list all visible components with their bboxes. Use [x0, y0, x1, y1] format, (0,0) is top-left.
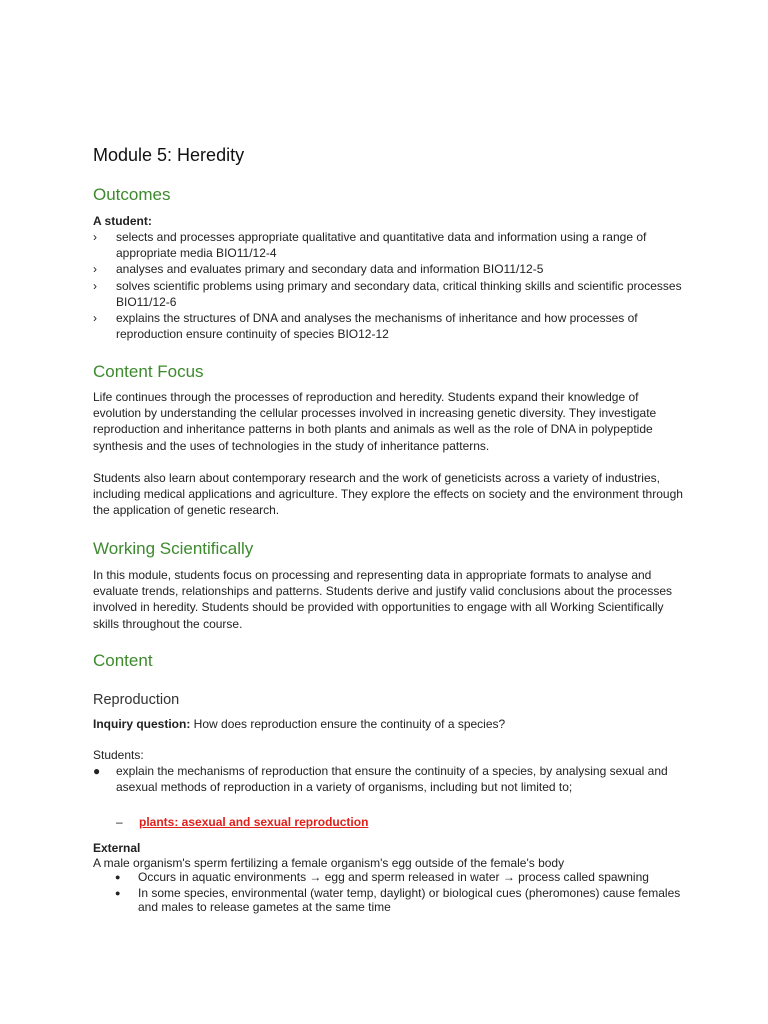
content-focus-paragraph: Life continues through the processes of reproduction and heredity. Students expand their knowledge of evolution by understanding the cellular processes involved in increasing genetic diversity. They investigate reproduction and inheritance patterns in both plants and animals as well as the role of DNA in polypeptide synthesis and the uses of technologies in the study of inheritance patterns.	[93, 390, 657, 453]
outcome-text: selects and processes appropriate qualitative and quantitative data and information using a range of appropriate media BIO11/12-4	[116, 230, 647, 261]
students-label: Students:	[93, 748, 144, 762]
outcomes-heading: Outcomes	[93, 185, 171, 204]
plants-reproduction-link[interactable]: plants: asexual and sexual reproduction	[139, 815, 369, 829]
chevron-right-icon: ›	[93, 262, 97, 277]
outcome-text: analyses and evaluates primary and secondary data and information BIO11/12-5	[116, 262, 544, 277]
working-scientifically-heading: Working Scientifically	[93, 539, 254, 558]
external-item-text: In some species, environmental (water temp, daylight) or biological cues (pheromones) cause females and males to release gametes at the same time	[138, 886, 681, 914]
reproduction-subheading: Reproduction	[93, 692, 180, 708]
chevron-right-icon: ›	[93, 230, 97, 244]
content-heading: Content	[93, 651, 153, 670]
outcomes-intro: A student:	[93, 214, 152, 228]
external-heading: External	[93, 841, 141, 855]
list-item	[115, 886, 683, 914]
outcome-item	[93, 229, 683, 261]
page-title: Module 5: Heredity	[93, 145, 245, 165]
external-list	[115, 870, 683, 914]
external-definition: A male organism's sperm fertilizing a female organism's egg outside of the female's body	[93, 856, 565, 870]
outcome-text: solves scientific problems using primary and secondary data, critical thinking skills and scientific processes BIO11/12-6	[116, 278, 682, 309]
working-scientifically-paragraph: In this module, students focus on processing and representing data in appropriate formats to analyse and evaluate trends, relationships and patterns. Students derive and justify valid conclusions about the processes involved in heredity. Students should be provided with opportunities to engage with all Working Scientifically skills throughout the course.	[93, 568, 673, 631]
list-item	[115, 870, 683, 884]
outcome-item	[93, 278, 683, 310]
outcomes-list	[93, 229, 683, 342]
external-item-text: Occurs in aquatic environments → egg and sperm released in water → process called spawning	[138, 870, 649, 884]
dash-icon: –	[116, 815, 123, 829]
list-item	[93, 814, 683, 830]
outcome-item	[93, 310, 683, 342]
outcome-text: explains the structures of DNA and analyses the mechanisms of inheritance and how processes of reproduction ensure continuity of species BIO12-12	[116, 311, 638, 342]
inquiry-label: Inquiry question:	[93, 717, 191, 731]
students-list	[93, 763, 683, 795]
sub-list	[93, 814, 683, 830]
content-focus-heading: Content Focus	[93, 362, 204, 381]
list-item	[93, 763, 683, 795]
chevron-right-icon: ›	[93, 311, 97, 326]
bullet-icon: ●	[115, 888, 121, 898]
bullet-icon: ●	[115, 872, 121, 882]
inquiry-text: How does reproduction ensure the continuity of a species?	[190, 717, 506, 731]
outcome-item	[93, 261, 683, 277]
inquiry-question	[93, 716, 505, 732]
content-focus-paragraph: Students also learn about contemporary research and the work of geneticists across a variety of industries, including medical applications and agriculture. They explore the effects on society and the environment through the application of genetic research.	[93, 471, 683, 518]
chevron-right-icon: ›	[93, 278, 97, 293]
bullet-icon: ●	[93, 764, 101, 778]
bullet-text: explain the mechanisms of reproduction that ensure the continuity of a species, by analysing sexual and asexual methods of reproduction in a variety of organisms, including but not limited to;	[116, 764, 668, 795]
